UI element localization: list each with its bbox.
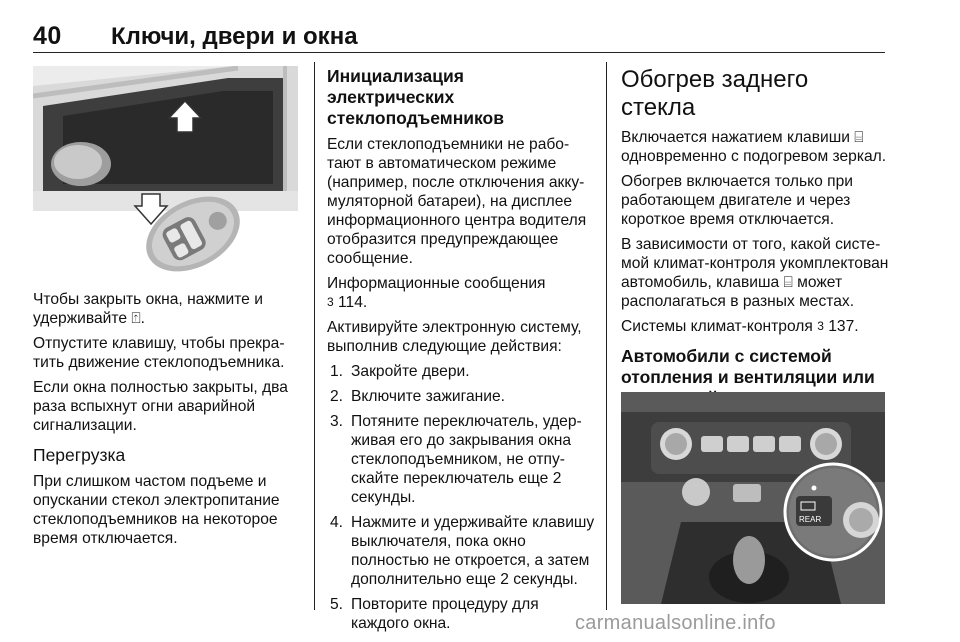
page-title: Ключи, двери и окна (111, 23, 358, 50)
column-divider-left (314, 62, 315, 610)
page-header (33, 18, 885, 53)
step-item (327, 412, 595, 507)
release-key-text: Отпустите клавишу, чтобы прекратить движение стеклоподъемника. (33, 335, 285, 371)
step-text: Повторите процедуру для каждого окна. (351, 596, 539, 632)
step-number: 1. (330, 363, 344, 380)
rear-button-label: REAR (799, 515, 822, 524)
cross-reference-icon: 3 (327, 295, 334, 309)
info-messages-page: 114. (338, 294, 368, 311)
step-number: 5. (330, 596, 344, 613)
step-item (327, 362, 595, 381)
step-item (327, 387, 595, 406)
step-number: 2. (330, 388, 344, 405)
step-text: Закройте двери. (351, 363, 470, 380)
climate-panel-svg (621, 392, 885, 604)
heating-ventilation-subheading: Автомобили с системой отопления и вентиляции или (621, 346, 875, 387)
step-number: 3. (330, 413, 344, 430)
overload-heading: Перегрузка (33, 445, 126, 465)
rear-defrost-engine-text: Обогрев включается только при работающем двигателе и через короткое время отключается. (621, 173, 853, 228)
initialization-text: Если стеклоподъемники не работают в автоматическом режиме (например, после отключения аккумуляторной батареи), на дисплее информационного центра водителя отобразится предупреждающее сообщение. (327, 136, 587, 267)
right-column (621, 66, 889, 436)
step-number: 4. (330, 514, 344, 531)
column-divider-right (606, 62, 607, 610)
hazard-lights-text: Если окна полностью закрыты, два раза вспыхнут огни аварийной сигнализации. (33, 379, 288, 434)
climate-control-reference (621, 317, 889, 336)
step-item (327, 513, 595, 589)
steps-list (327, 362, 595, 633)
climate-control-label: Системы климат-контроля (621, 318, 813, 335)
activate-system-text: Активируйте электронную систему, выполнив следующие действия: (327, 319, 582, 355)
watermark: carmanualsonline.info (575, 612, 776, 634)
rear-defrost-activation-text: Включается нажатием клавиши ⌸ одновременно с подогревом зеркал. (621, 129, 887, 165)
overload-text: При слишком частом подъеме и опускании стекол электропитание стеклоподъемников на некоторое время отключается. (33, 473, 280, 547)
step-text: Нажмите и удерживайте клавишу выключателя, пока окно полностью не откроется, а затем дополнительно еще 2 секунды. (351, 514, 595, 588)
car-window-key-svg (33, 66, 298, 276)
middle-column (327, 66, 595, 639)
window-key-illustration (33, 66, 298, 276)
step-item (327, 595, 595, 633)
rear-defrost-heading: Обогрев заднего стекла (621, 66, 809, 121)
close-windows-text: Чтобы закрыть окна, нажмите и удерживайте ⍐. (33, 291, 263, 327)
step-text: Включите зажигание. (351, 388, 505, 405)
climate-control-page: 137. (828, 318, 859, 335)
step-text: Потяните переключатель, удерживая его до закрывания окна стеклоподъемником, не отпускайте переключатель еще 2 секунды. (351, 413, 582, 506)
page-number: 40 (33, 22, 62, 50)
rear-defrost-location-text: В зависимости от того, какой системой климат-контроля укомплектован автомобиль, клавиша ⌸ может располагаться в разных местах. (621, 236, 889, 310)
info-messages-reference (327, 274, 595, 312)
initialization-heading: Инициализация электрических стеклоподъемников (327, 66, 504, 128)
climate-panel-illustration (621, 392, 885, 604)
info-messages-label: Информационные сообщения (327, 275, 546, 292)
left-column (33, 290, 303, 554)
cross-reference-icon: 3 (817, 319, 824, 333)
